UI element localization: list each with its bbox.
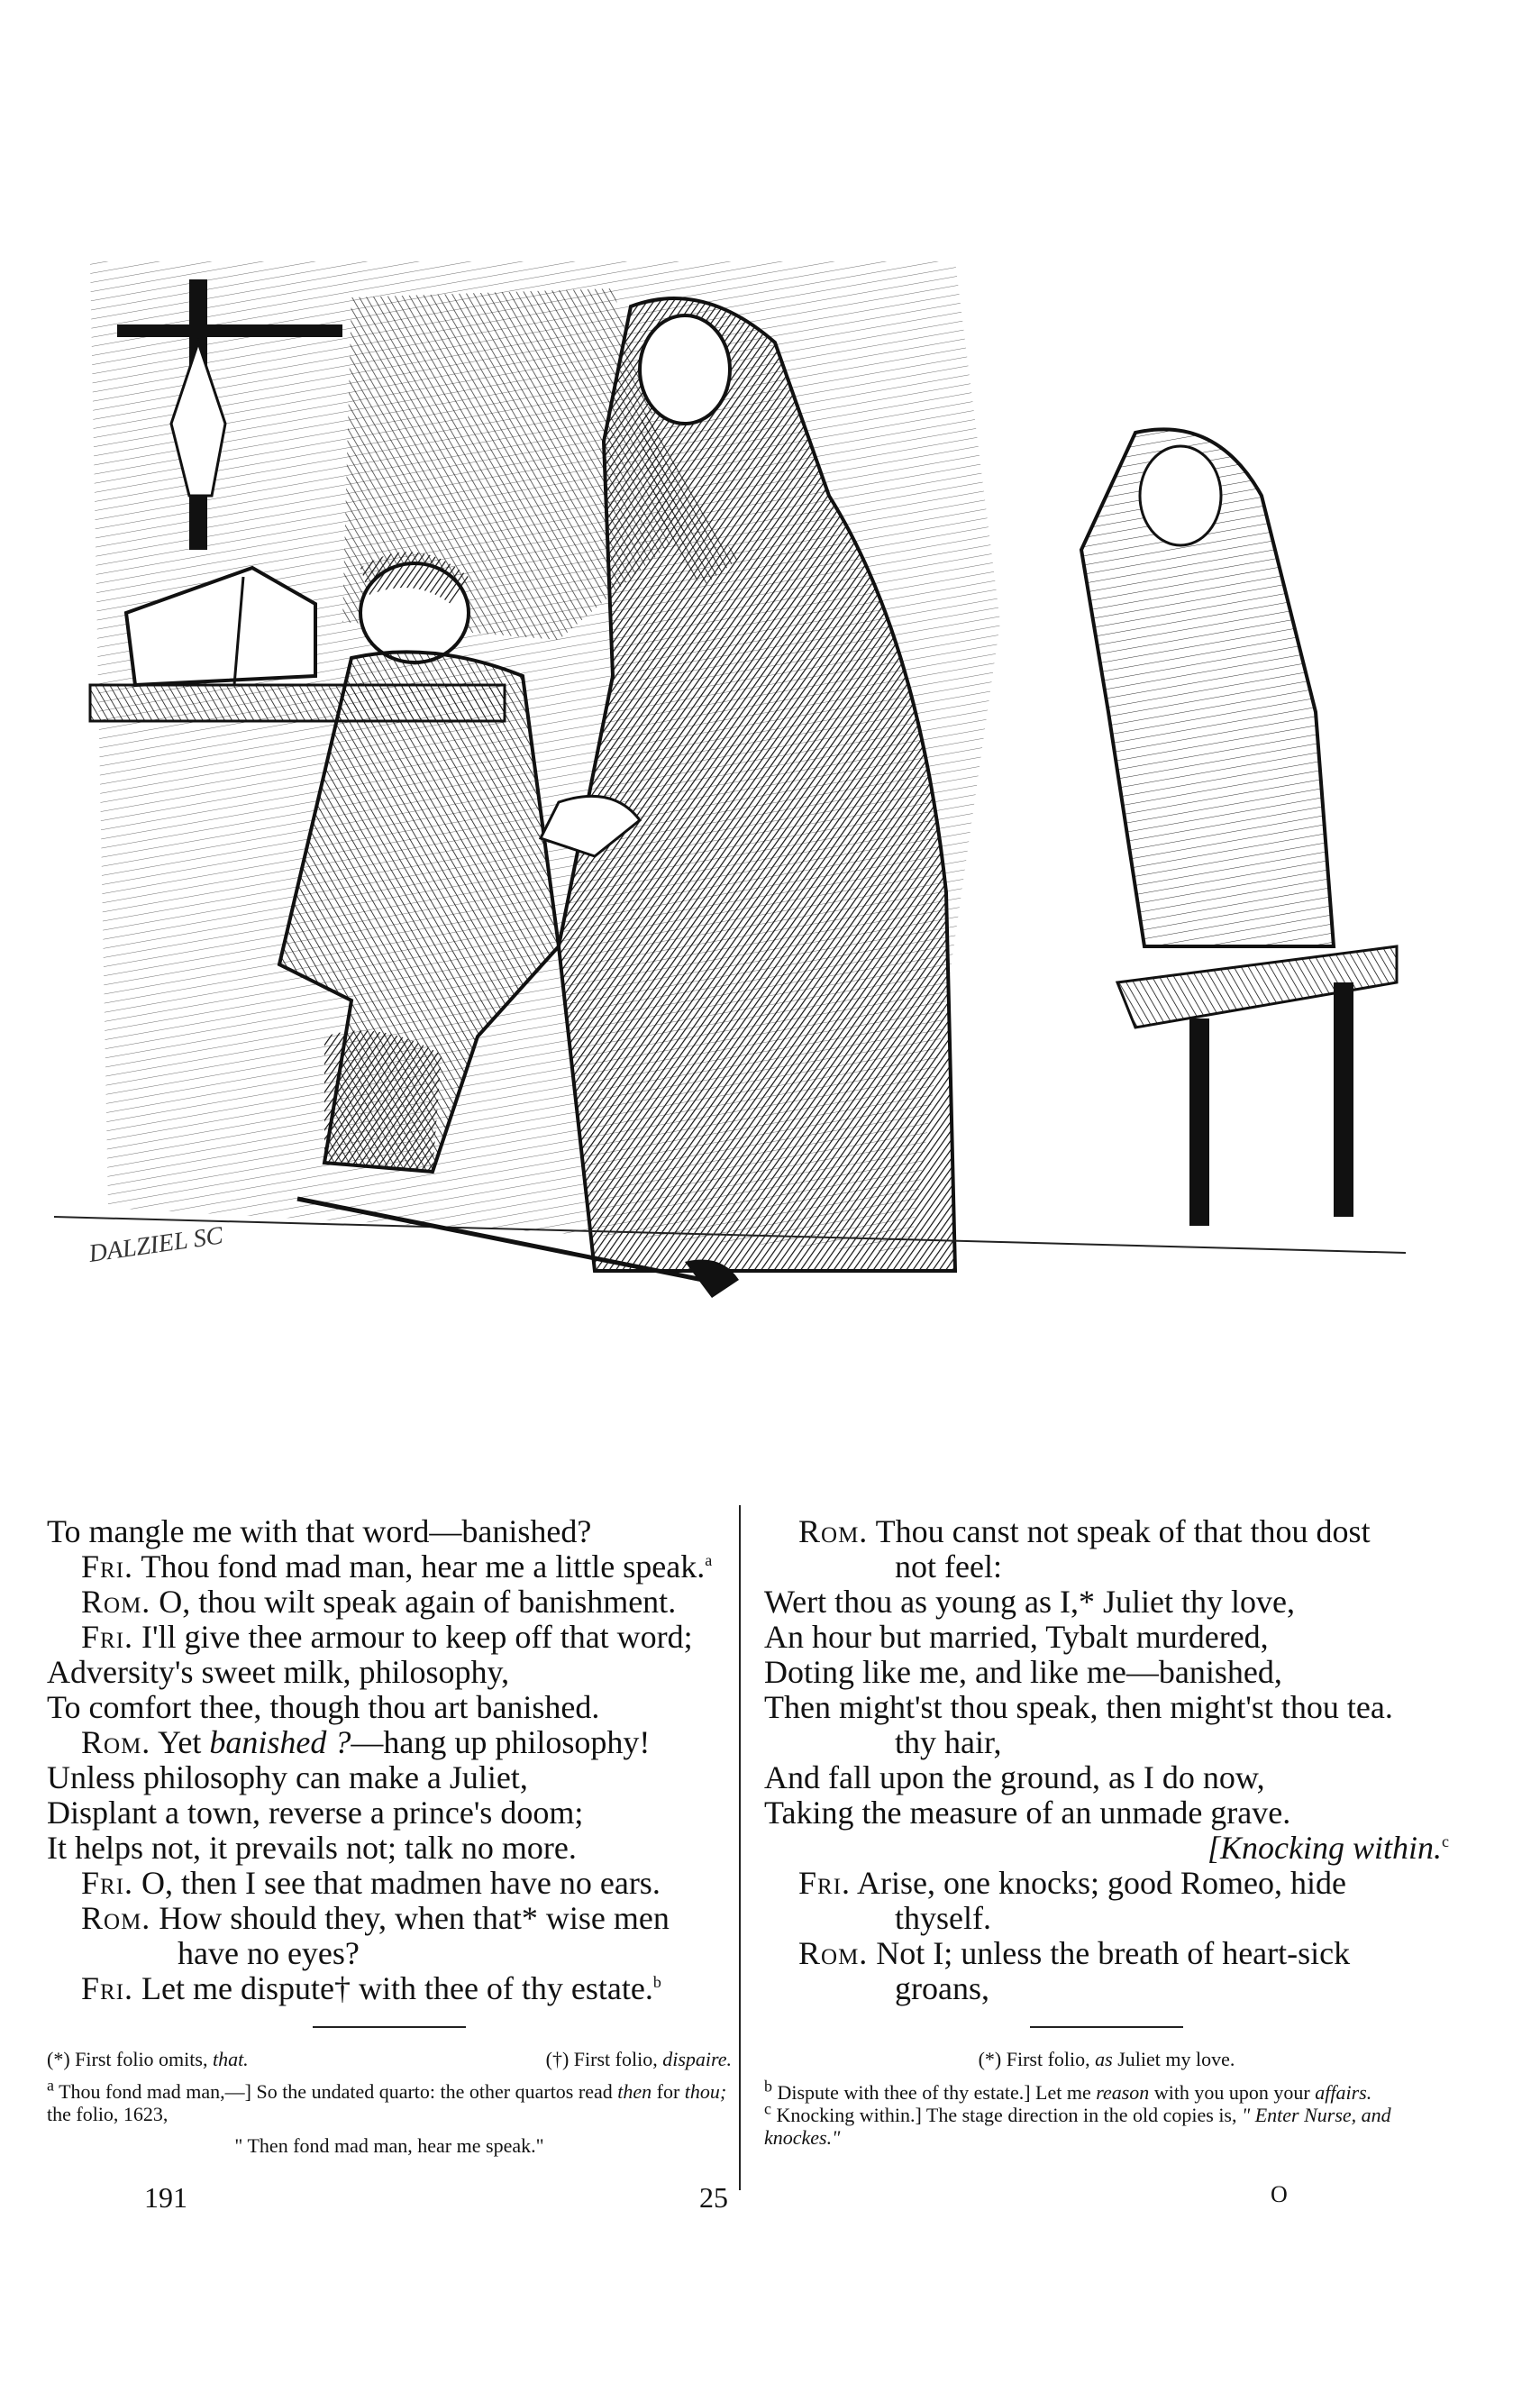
verse-line: Fri. Thou fond mad man, hear me a little speak.$^a$: [81, 1548, 713, 1585]
verse-line: Fri. Let me dispute† with thee of thy estate.$^b$: [81, 1970, 661, 2006]
column-divider: [739, 1505, 741, 2190]
speaker: Rom.: [798, 1513, 869, 1549]
speaker: Fri.: [81, 1970, 134, 2006]
verse-line: Doting like me, and like me—banished,: [764, 1654, 1282, 1690]
verse-line: An hour but married, Tybalt murdered,: [764, 1619, 1269, 1655]
verse-line: Unless philosophy can make a Juliet,: [47, 1759, 528, 1795]
verse-line: Fri. I'll give thee armour to keep off that word;: [81, 1619, 693, 1655]
speaker: Rom.: [81, 1584, 151, 1620]
verse-line: Adversity's sweet milk, philosophy,: [47, 1654, 510, 1690]
friar-and-romeo-engraving: [54, 261, 1406, 1343]
footnote-rule: [1030, 2026, 1183, 2028]
footnote-star: (*) First folio, as Juliet my love.: [978, 2048, 1235, 2070]
verse-line: Rom. O, thou wilt speak again of banishment.: [81, 1584, 677, 1620]
collation-footnotes: [47, 2048, 732, 2071]
verse-line: thy hair,: [895, 1724, 1002, 1760]
speaker: Fri.: [81, 1619, 134, 1655]
verse-line: To mangle me with that word—banished?: [47, 1513, 592, 1549]
verse-line: Rom. Thou canst not speak of that thou dost: [798, 1513, 1371, 1549]
footnote-star: (*) First folio omits, that.: [47, 2048, 249, 2070]
engraving-illustration: [54, 261, 1406, 1343]
note-marker: c: [1442, 1832, 1449, 1850]
footnote-c: $^c$ Knocking within.] The stage direction in the old copies is, " Enter Nurse, and knockes.": [764, 2099, 1391, 2149]
speaker: Fri.: [798, 1865, 852, 1901]
verse-line: not feel:: [895, 1548, 1002, 1585]
footnote-rule: [313, 2026, 466, 2028]
speaker: Fri.: [81, 1865, 134, 1901]
footnote-a-quote: " Then fond mad man, hear me speak.": [234, 2134, 544, 2157]
speaker: Rom.: [81, 1724, 151, 1760]
verse-line: Fri. Arise, one knocks; good Romeo, hide: [798, 1865, 1346, 1901]
speaker: Fri.: [81, 1548, 134, 1585]
verse-line: have no eyes?: [178, 1935, 360, 1971]
verse-line: Rom. How should they, when that* wise men: [81, 1900, 670, 1936]
left-column: [47, 1514, 732, 2157]
page-number: 191: [144, 2181, 187, 2214]
verse-line: Taking the measure of an unmade grave.: [764, 1795, 1291, 1831]
engraver-signature: DALZIEL SC: [87, 1221, 225, 1268]
footnote-dagger: (†) First folio, dispaire.: [545, 2048, 732, 2070]
verse-line: Wert thou as young as I,* Juliet thy love,: [764, 1584, 1296, 1620]
stage-direction: [Knocking within.$^c$: [1207, 1830, 1449, 1866]
right-column: [764, 1514, 1449, 2149]
note-marker: a: [705, 1551, 713, 1569]
verse-line: It helps not, it prevails not; talk no more.: [47, 1830, 577, 1866]
center-mark: 25: [699, 2181, 728, 2214]
note-marker: b: [652, 1973, 661, 1991]
verse-line: thyself.: [895, 1900, 991, 1936]
speaker: Rom.: [81, 1900, 151, 1936]
verse-line: To comfort thee, though thou art banished.: [47, 1689, 600, 1725]
verse-line: Displant a town, reverse a prince's doom;: [47, 1795, 584, 1831]
verse-line: Rom. Not I; unless the breath of heart-sick: [798, 1935, 1351, 1971]
speaker: Rom.: [798, 1935, 869, 1971]
signature-mark: O: [1271, 2181, 1288, 2207]
footnote-b: $^b$ Dispute with thee of thy estate.] Let me reason with you upon your affairs.: [764, 2077, 1372, 2104]
verse-line: Fri. O, then I see that madmen have no ears.: [81, 1865, 661, 1901]
verse-line: Then might'st thou speak, then might'st thou tea.: [764, 1689, 1393, 1725]
verse-line: groans,: [895, 1970, 989, 2006]
footnote-a: $^a$ Thou fond mad man,—] So the undated quarto: the other quartos read then for thou; the folio, 1623,: [47, 2076, 727, 2125]
verse-line: And fall upon the ground, as I do now,: [764, 1759, 1265, 1795]
verse-line: Rom. Yet banished ?—hang up philosophy!: [81, 1724, 651, 1760]
